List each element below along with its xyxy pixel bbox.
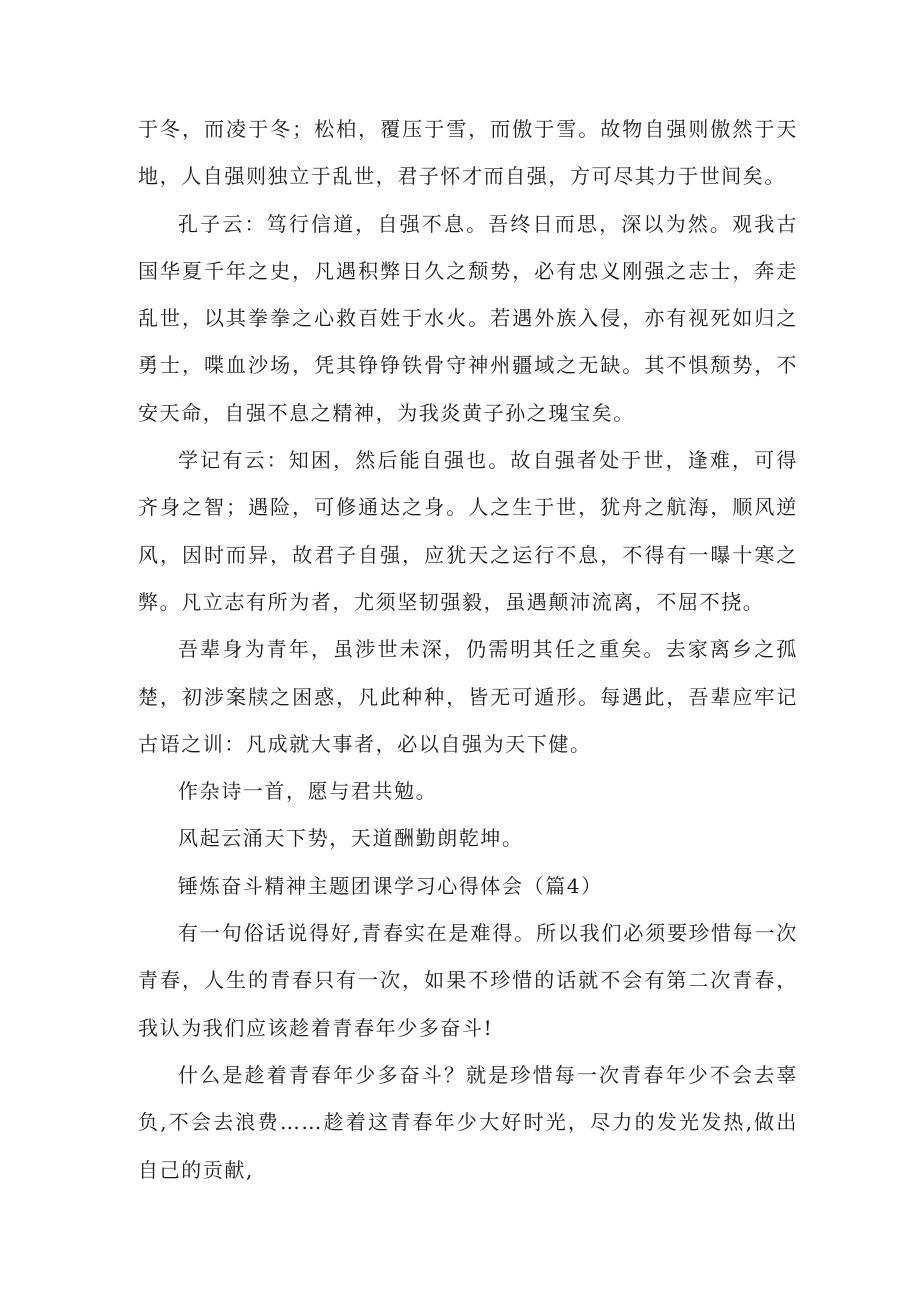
section-heading: 锤炼奋斗精神主题团课学习心得体会（篇4） [178, 873, 603, 898]
paragraph-confucius: 孔子云：笃行信道，自强不息。吾终日而思，深以为然。观我古国华夏千年之史，凡遇积弊日久之颓势，必有忠义刚强之志士，奔走乱世，以其拳拳之心救百姓于水火。若遇外族入侵，亦有视死如归之勇士，喋血沙场，凭其铮铮铁骨守神州疆域之无缺。其不惧颓势，不安天命，自强不息之精神，为我炎黄子孙之瑰宝矣。 [138, 211, 798, 425]
document-body [138, 106, 798, 1194]
paragraph-proverb: 有一句俗话说得好,青春实在是难得。所以我们必须要珍惜每一次青春，人生的青春只有一次，如果不珍惜的话就不会有第二次青春，我认为我们应该趁着青春年少多奋斗! [138, 921, 798, 1040]
paragraph-poem-intro: 作杂诗一首，愿与君共勉。 [178, 779, 438, 804]
paragraph-poem-line: 风起云涌天下势，天道酬勤朗乾坤。 [178, 826, 524, 851]
paragraph-what-is: 什么是趁着青春年少多奋斗？就是珍惜每一次青春年少不会去辜负,不会去浪费……趁着这青春年少大好时光，尽力的发光发热,做出自己的贡献, [138, 1062, 798, 1182]
paragraph-xueji: 学记有云：知困，然后能自强也。故自强者处于世，逢难，可得齐身之智；遇险，可修通达之身。人之生于世，犹舟之航海，顺风逆风，因时而异，故君子自强，应犹天之运行不息，不得有一曝十寒之弊。凡立志有所为者，尤须坚韧强毅，虽遇颠沛流离，不屈不挠。 [138, 448, 798, 614]
paragraph-youth: 吾辈身为青年，虽涉世未深，仍需明其任之重矣。去家离乡之孤楚，初涉案牍之困惑，凡此种种，皆无可遁形。每遇此，吾辈应牢记古语之训：凡成就大事者，必以自强为天下健。 [138, 637, 798, 756]
paragraph-continuation: 于冬，而凌于冬；松柏，覆压于雪，而傲于雪。故物自强则傲然于天地，人自强则独立于乱世，君子怀才而自强，方可尽其力于世间矣。 [138, 117, 798, 189]
